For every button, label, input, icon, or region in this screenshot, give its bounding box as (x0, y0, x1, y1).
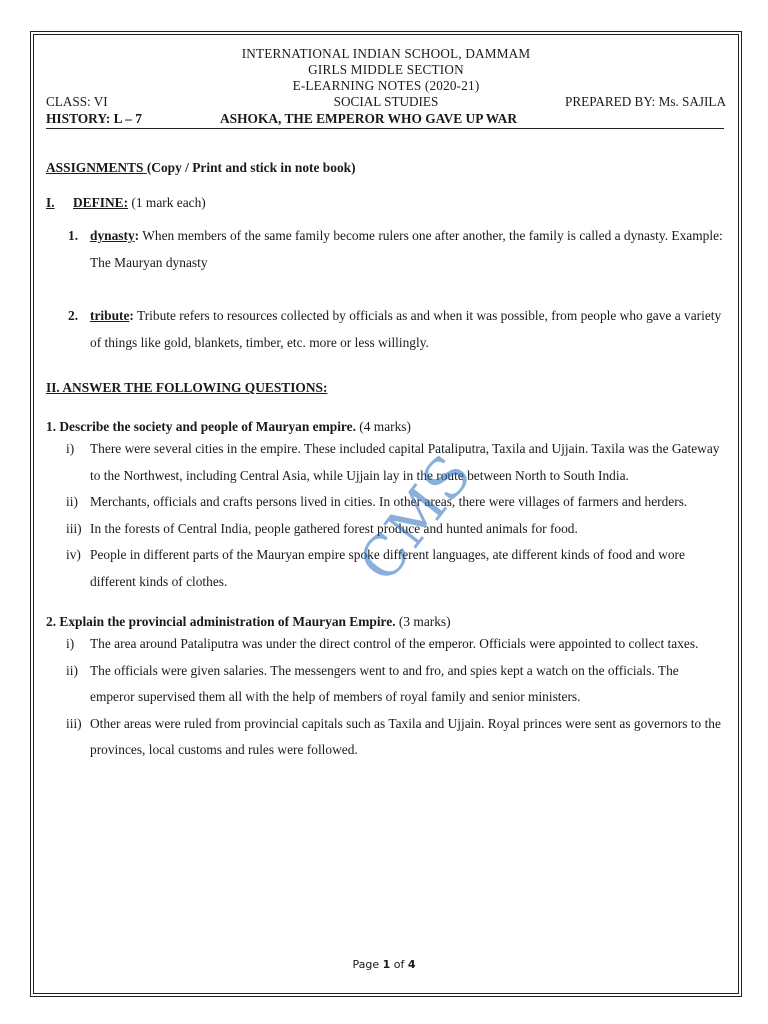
answer-text: People in different parts of the Mauryan empire spoke different languages, ate different kinds of food and wore different kinds of clothes. (90, 547, 685, 589)
question-heading (46, 613, 726, 631)
subject-label: SOCIAL STUDIES (333, 94, 439, 109)
lesson-number: HISTORY: L – 7 (46, 111, 142, 126)
assignments-heading (46, 159, 726, 177)
prepared-by: PREPARED BY: Ms. SAJILA (565, 94, 726, 109)
definition-colon: : (134, 228, 140, 243)
answer-text: Merchants, officials and crafts persons lived in cities. In other areas, there were villages of farmers and herders. (90, 494, 688, 509)
school-name: INTERNATIONAL INDIAN SCHOOL, DAMMAM (241, 46, 531, 61)
header-block (46, 46, 726, 94)
question-marks: (3 marks) (395, 614, 451, 629)
class-label: CLASS: VI (46, 94, 108, 109)
answer-numeral: iv) (66, 547, 81, 562)
define-heading (46, 194, 726, 212)
definition-text: When members of the same family become rulers one after another, the family is called a dynasty. Example: The Mauryan dynasty (90, 228, 723, 270)
answer-text: There were several cities in the empire. These included capital Pataliputra, Taxila and Ujjain. Taxila was the Gateway to the Northwest, including Central Asia, while Ujjain lay in the route between North to South India. (90, 441, 720, 483)
answer-list (46, 631, 726, 764)
answer-text: Other areas were ruled from provincial capitals such as Taxila and Ujjain. Royal princes were sent as governors to the provinces, local customs and rules were followed. (90, 715, 721, 757)
answer-item (46, 489, 726, 516)
definition-number: 1. (68, 228, 79, 243)
page-of-word: of (390, 958, 408, 971)
definition-number: 2. (68, 308, 79, 323)
answer-numeral: iii) (66, 715, 82, 731)
notes-title: E-LEARNING NOTES (2020-21) (292, 78, 480, 93)
watermark: CMS (346, 442, 485, 595)
answer-item (46, 542, 726, 595)
definition-term: tribute (90, 308, 130, 323)
define-label: DEFINE: (73, 195, 129, 210)
definition-item (46, 222, 726, 276)
answer-list (46, 436, 726, 595)
lesson-title: ASHOKA, THE EMPEROR WHO GAVE UP WAR (220, 111, 517, 126)
definition-colon: : (129, 308, 134, 323)
school-section: GIRLS MIDDLE SECTION (308, 62, 464, 77)
answer-text: In the forests of Central India, people gathered forest produce and hunted animals for food. (90, 520, 578, 536)
definition-text: Tribute refers to resources collected by officials as and when it was possible, from people who gave a variety of things like gold, blankets, timber, etc. more or less willingly. (90, 308, 722, 350)
answer-numeral: i) (66, 636, 75, 651)
answer-item (46, 516, 726, 543)
assignments-label: ASSIGNMENTS (46, 160, 147, 175)
answer-item (46, 658, 726, 711)
answer-numeral: i) (66, 441, 75, 456)
define-marks: (1 mark each) (128, 195, 206, 210)
definition-term: dynasty (90, 228, 135, 243)
page-total: 4 (407, 958, 416, 971)
question-text: 1. Describe the society and people of Mauryan empire. (46, 419, 356, 434)
question-marks: (4 marks) (355, 419, 411, 434)
answer-numeral: ii) (66, 662, 78, 678)
answer-numeral: ii) (66, 494, 78, 509)
page-footer (0, 958, 768, 971)
lesson-row (46, 110, 726, 127)
document-page (46, 46, 726, 764)
page-word: Page (352, 958, 383, 971)
answer-item (46, 711, 726, 764)
question-text: 2. Explain the provincial administration of Mauryan Empire. (46, 614, 396, 629)
page-current: 1 (382, 958, 391, 971)
answer-numeral: iii) (66, 520, 82, 536)
answer-item (46, 631, 726, 658)
section-heading: II. ANSWER THE FOLLOWING QUESTIONS: (46, 380, 328, 395)
header-rule (46, 128, 724, 129)
answer-item (46, 436, 726, 489)
answer-text: The officials were given salaries. The messengers went to and fro, and spies kept a watch on the officials. The emperor supervised them all with the help of members of royal family and senior ministers. (90, 662, 679, 704)
question-heading (46, 418, 726, 436)
header-info-row (46, 94, 726, 110)
define-numeral: I. (46, 195, 55, 210)
answer-text: The area around Pataliputra was under the direct control of the emperor. Officials were appointed to collect taxes. (90, 636, 699, 651)
assignments-note: (Copy / Print and stick in note book) (146, 160, 356, 175)
definition-item (46, 302, 726, 356)
